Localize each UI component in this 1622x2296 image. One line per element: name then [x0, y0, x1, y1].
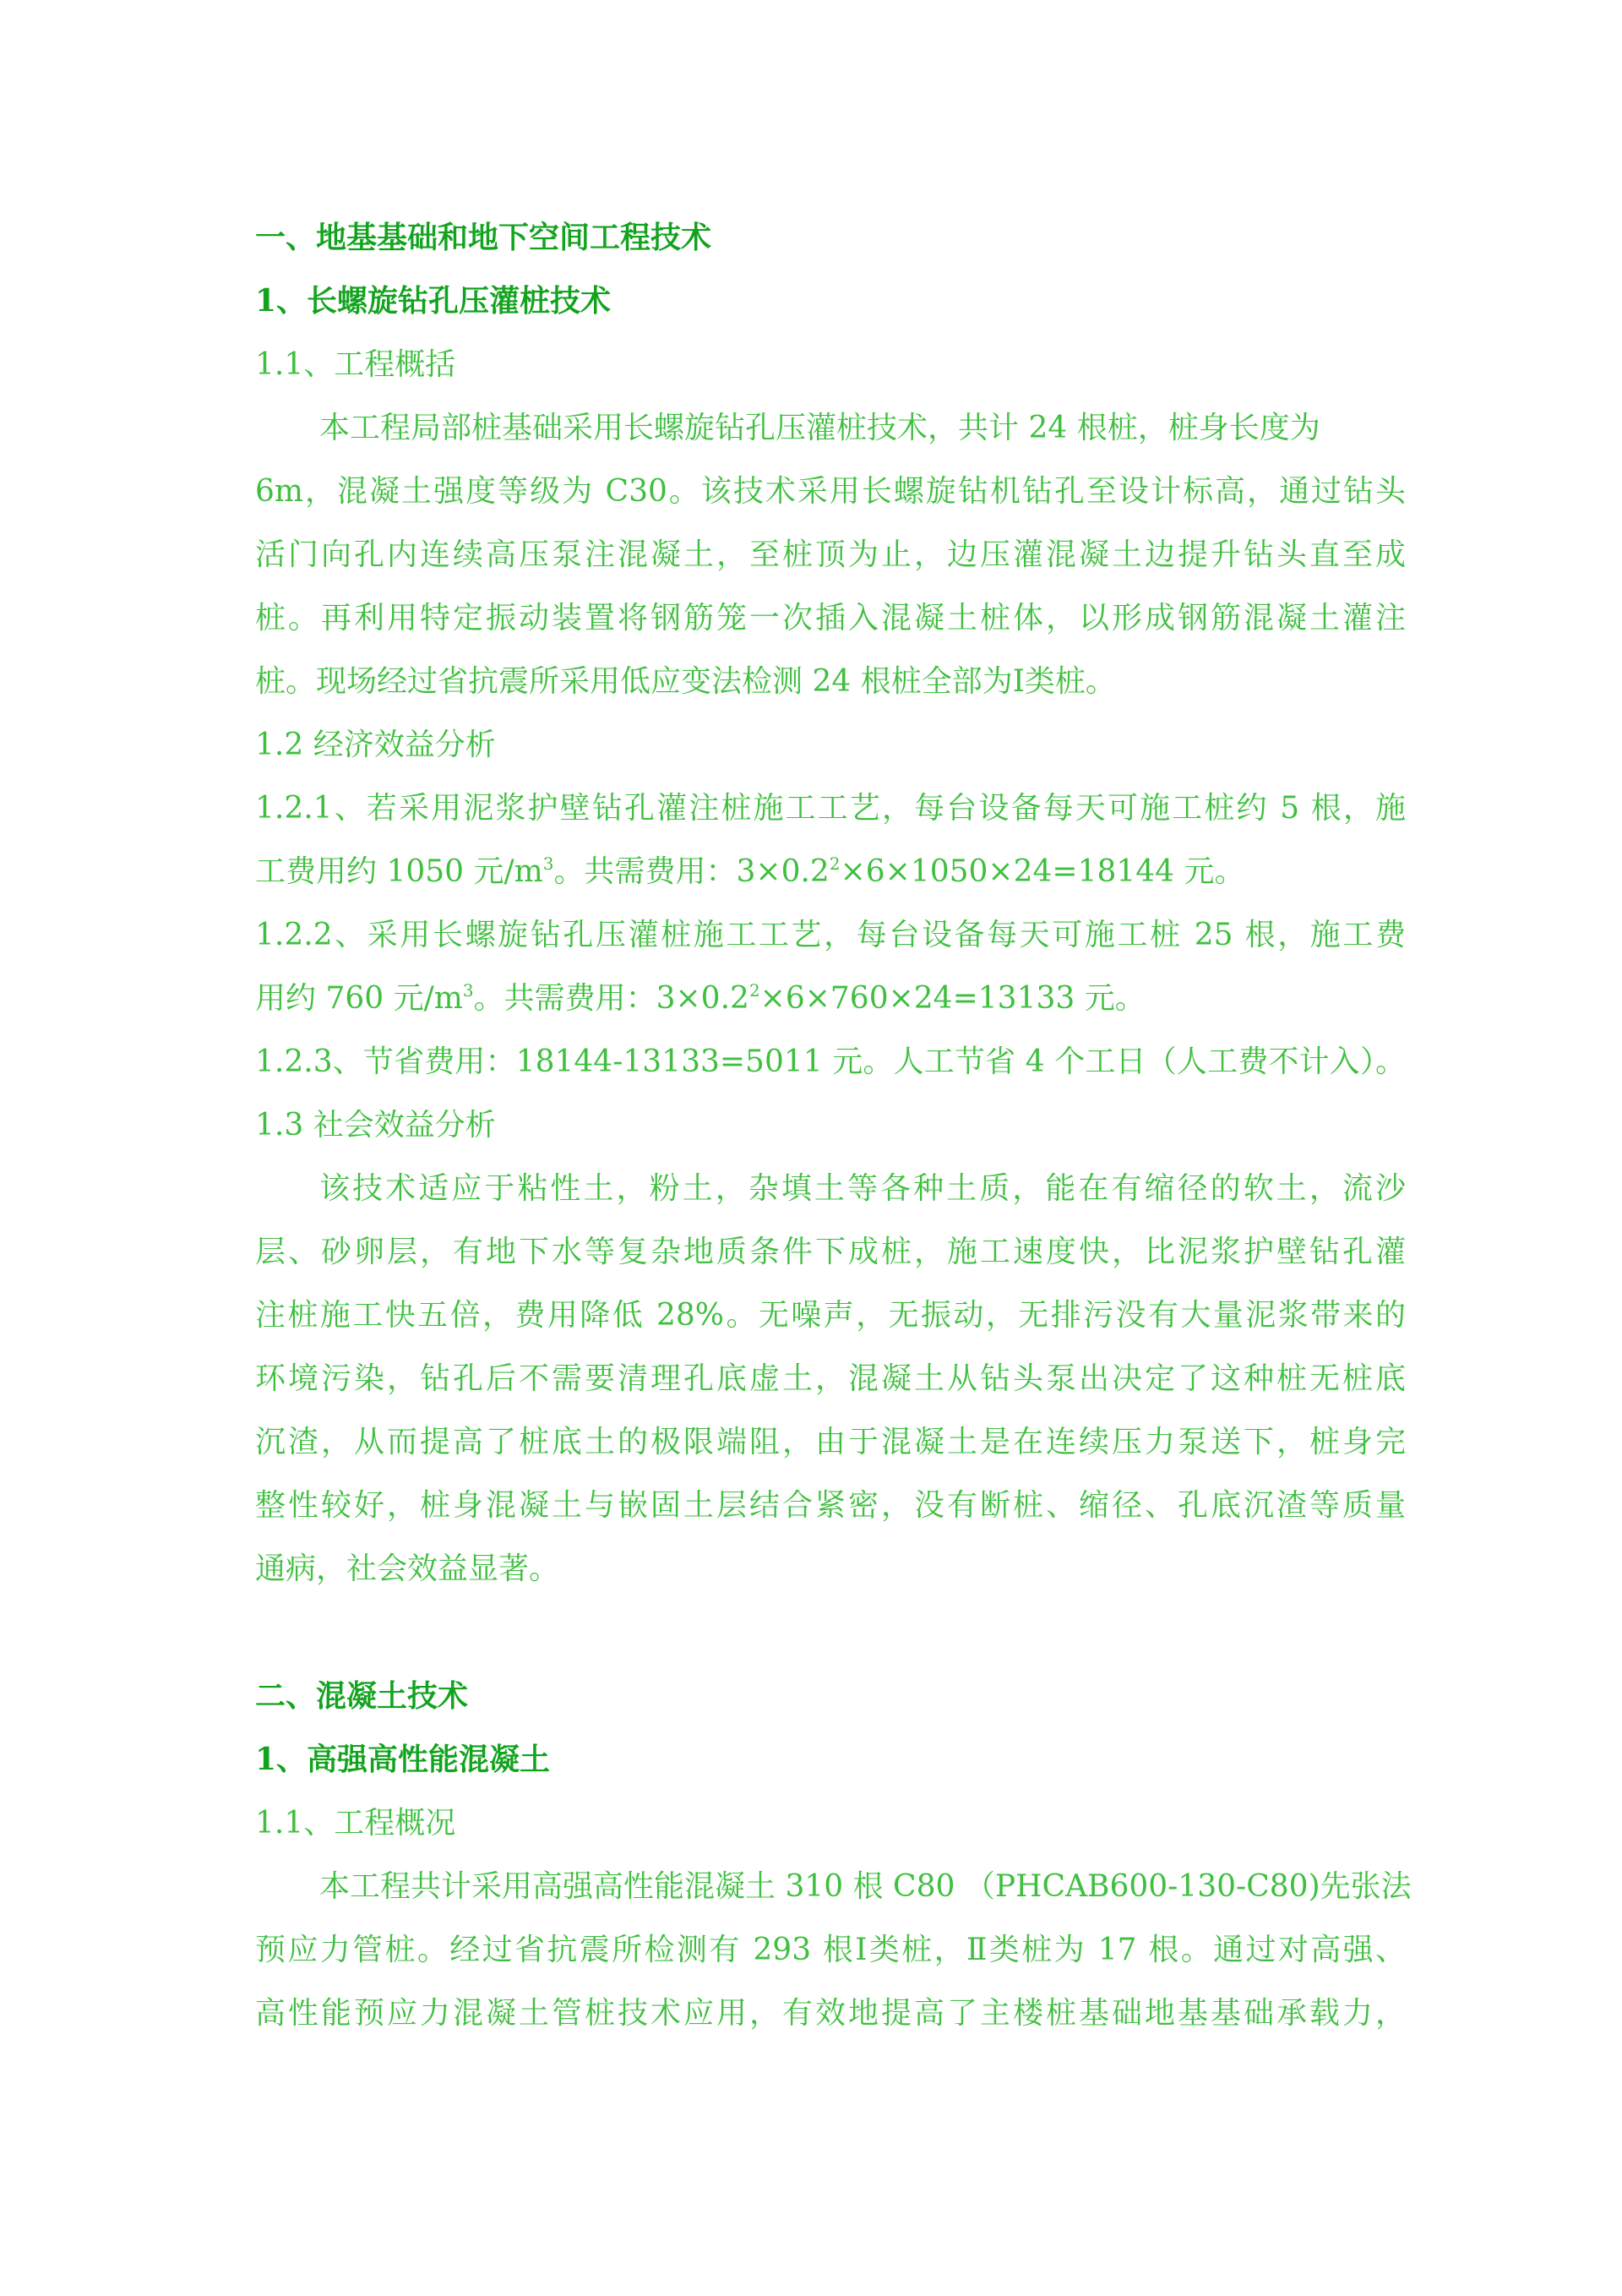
blank-line [255, 1601, 1406, 1665]
paragraph-line: 沉渣，从而提高了桩底土的极限端阻，由于混凝土是在连续压力泵送下，桩身完 [255, 1425, 1406, 1459]
paragraph-line: 高性能预应力混凝土管桩技术应用，有效地提高了主楼桩基础地基基础承载力， [255, 1996, 1406, 2031]
paragraph-line: 环境污染，钻孔后不需要清理孔底虚土，混凝土从钻头泵出决定了这种桩无桩底 [255, 1361, 1406, 1396]
paragraph-line: 注桩施工快五倍，费用降低 28%。无噪声，无振动，无排污没有大量泥浆带来的 [255, 1298, 1406, 1333]
paragraph-line: 6m，混凝土强度等级为 C30。该技术采用长螺旋钻机钻孔至设计标高，通过钻头 [255, 474, 1406, 509]
text-span: ×6×760×24=13133 元。 [759, 981, 1146, 1016]
superscript: 2 [829, 854, 841, 874]
text-span: 。共需费用：3×0.2 [553, 854, 830, 889]
section2-title: 二、混凝土技术 [255, 1678, 469, 1714]
paragraph-line: 1.2.1、若采用泥浆护壁钻孔灌注桩施工工艺，每台设备每天可施工桩约 5 根，施 [255, 791, 1406, 826]
paragraph-line [255, 840, 1406, 903]
section1-paragraph-overview [255, 396, 1406, 713]
superscript: 2 [748, 980, 760, 1001]
document-body [255, 206, 1412, 2045]
section1-paragraph-1-2-2 [255, 903, 1406, 1030]
section1-heading-1-2: 1.2 经济效益分析 [255, 728, 496, 762]
section2-subtitle: 1、高强高性能混凝土 [255, 1742, 551, 1777]
paragraph-line: 桩。现场经过省抗震所采用低应变法检测 24 根桩全部为Ⅰ类桩。 [255, 664, 1116, 699]
paragraph-line: 活门向孔内连续高压泵注混凝土，至桩顶为止，边压灌混凝土边提升钻头直至成 [255, 537, 1406, 572]
text-span: 。共需费用：3×0.2 [473, 981, 749, 1016]
section1-heading-1-3: 1.3 社会效益分析 [255, 1108, 496, 1143]
section1-paragraph-1-2-1 [255, 777, 1406, 903]
paragraph-line: 本工程共计采用高强高性能混凝土 310 根 C80 （PHCAB600-130-C80)先张法 [319, 1869, 1412, 1904]
paragraph-line: 该技术适应于粘性土，粉土，杂填土等各种土质，能在有缩径的软土，流沙 [319, 1171, 1406, 1206]
section2-paragraph-overview [255, 1855, 1412, 2045]
paragraph-line: 1.2.2、采用长螺旋钻孔压灌桩施工工艺，每台设备每天可施工桩 25 根，施工费 [255, 918, 1406, 952]
section1-heading-1-1: 1.1、工程概括 [255, 347, 456, 382]
paragraph-line: 通病，社会效益显著。 [255, 1552, 560, 1586]
paragraph-line: 本工程局部桩基础采用长螺旋钻孔压灌桩技术，共计 24 根桩，桩身长度为 [319, 411, 1320, 445]
paragraph-line: 整性较好，桩身混凝土与嵌固土层结合紧密，没有断桩、缩径、孔底沉渣等质量 [255, 1488, 1406, 1523]
paragraph-line [255, 967, 1406, 1030]
text-span: 工费用约 1050 元/m [255, 854, 543, 889]
section2-heading-1-1: 1.1、工程概况 [255, 1806, 456, 1841]
paragraph-line: 预应力管桩。经过省抗震所检测有 293 根Ⅰ类桩，Ⅱ类桩为 17 根。通过对高强、 [255, 1933, 1406, 1967]
paragraph-line: 层、砂卵层，有地下水等复杂地质条件下成桩，施工速度快，比泥浆护壁钻孔灌 [255, 1235, 1406, 1269]
section1-title: 一、地基基础和地下空间工程技术 [255, 220, 712, 255]
superscript: 3 [462, 980, 474, 1001]
text-span: 用约 760 元/m [255, 981, 463, 1016]
section1-subtitle: 1、长螺旋钻孔压灌桩技术 [255, 283, 612, 319]
section1-paragraph-1-2-3: 1.2.3、节省费用：18144-13133=5011 元。人工节省 4 个工日（人工费不计入）。 [255, 1044, 1406, 1079]
section1-paragraph-social-benefit [255, 1157, 1406, 1601]
text-span: ×6×1050×24=18144 元。 [840, 854, 1245, 889]
superscript: 3 [542, 854, 554, 874]
paragraph-line: 桩。再利用特定振动装置将钢筋笼一次插入混凝土桩体，以形成钢筋混凝土灌注 [255, 601, 1406, 635]
